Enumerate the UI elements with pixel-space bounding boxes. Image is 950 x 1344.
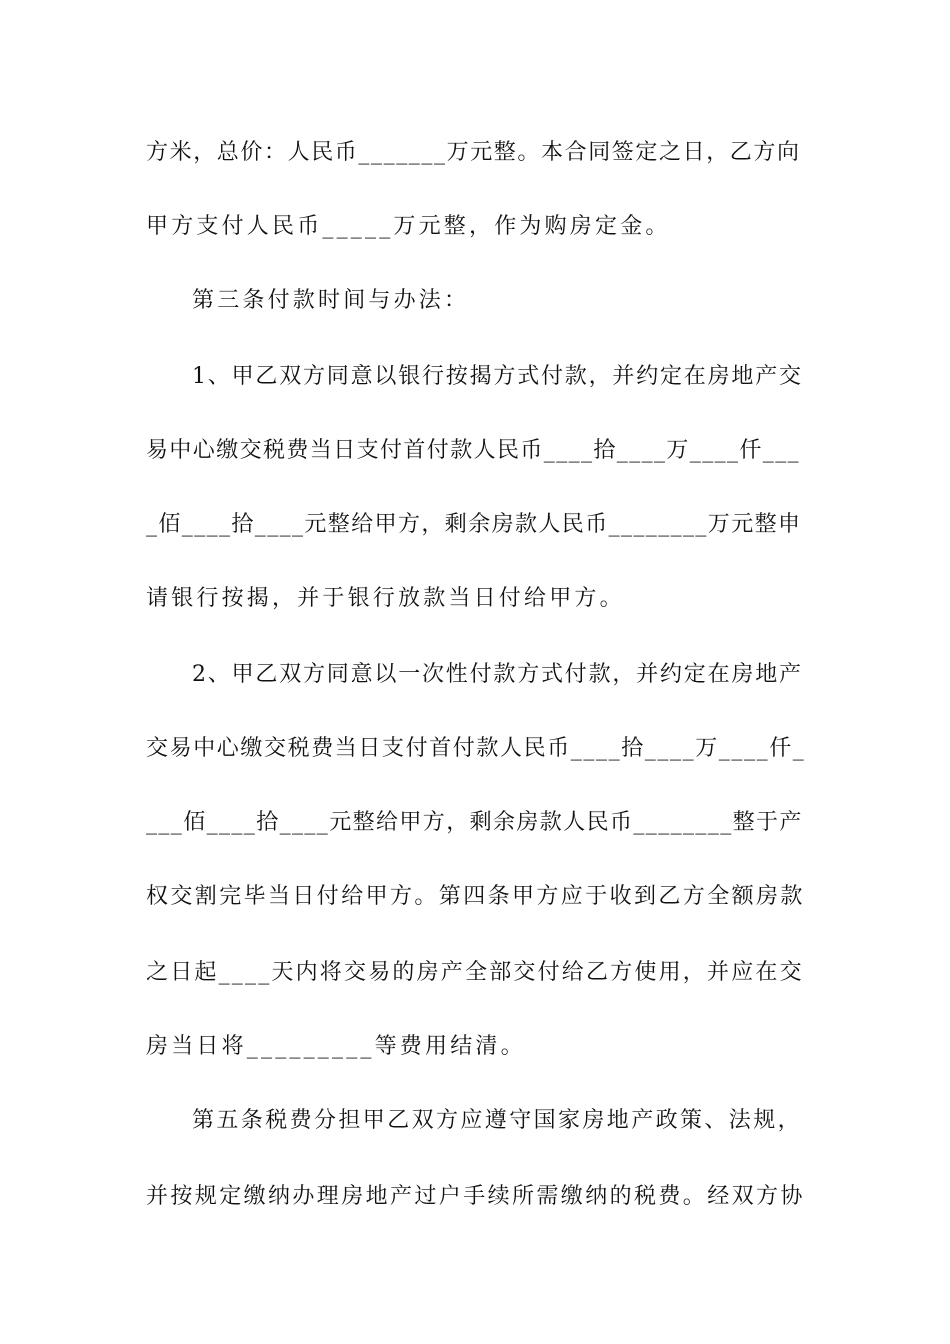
text-line-8: 2、甲乙双方同意以一次性付款方式付款，并约定在房地产 bbox=[192, 662, 803, 687]
text-line-15: 并按规定缴纳办理房地产过户手续所需缴纳的税费。经双方协 bbox=[146, 1184, 805, 1209]
text-line-1: 方米，总价：人民币_______万元整。本合同签定之日，乙方向 bbox=[146, 140, 801, 165]
text-line-5: 易中心缴交税费当日支付首付款人民币____拾____万____仟___ bbox=[146, 438, 801, 463]
text-line-6: _佰____拾____元整给甲方，剩余房款人民币________万元整申 bbox=[146, 512, 802, 537]
text-line-9: 交易中心缴交税费当日支付首付款人民币____拾____万____仟_ bbox=[146, 736, 806, 761]
text-line-2: 甲方支付人民币_____万元整，作为购房定金。 bbox=[146, 214, 671, 239]
text-line-12: 之日起____天内将交易的房产全部交付给乙方使用，并应在交 bbox=[146, 960, 804, 985]
text-line-3: 第三条付款时间与办法： bbox=[192, 288, 470, 313]
text-line-11: 权交割完毕当日付给甲方。第四条甲方应于收到乙方全额房款 bbox=[146, 884, 805, 909]
text-line-14: 第五条税费分担甲乙双方应遵守国家房地产政策、法规， bbox=[192, 1108, 803, 1133]
text-line-13: 房当日将_________等费用结清。 bbox=[146, 1034, 526, 1059]
text-line-7: 请银行按揭，并于银行放款当日付给甲方。 bbox=[146, 586, 625, 611]
text-line-10: ___佰____拾____元整给甲方，剩余房款人民币________整于产 bbox=[146, 810, 803, 835]
text-line-4: 1、甲乙双方同意以银行按揭方式付款，并约定在房地产交 bbox=[192, 364, 803, 389]
